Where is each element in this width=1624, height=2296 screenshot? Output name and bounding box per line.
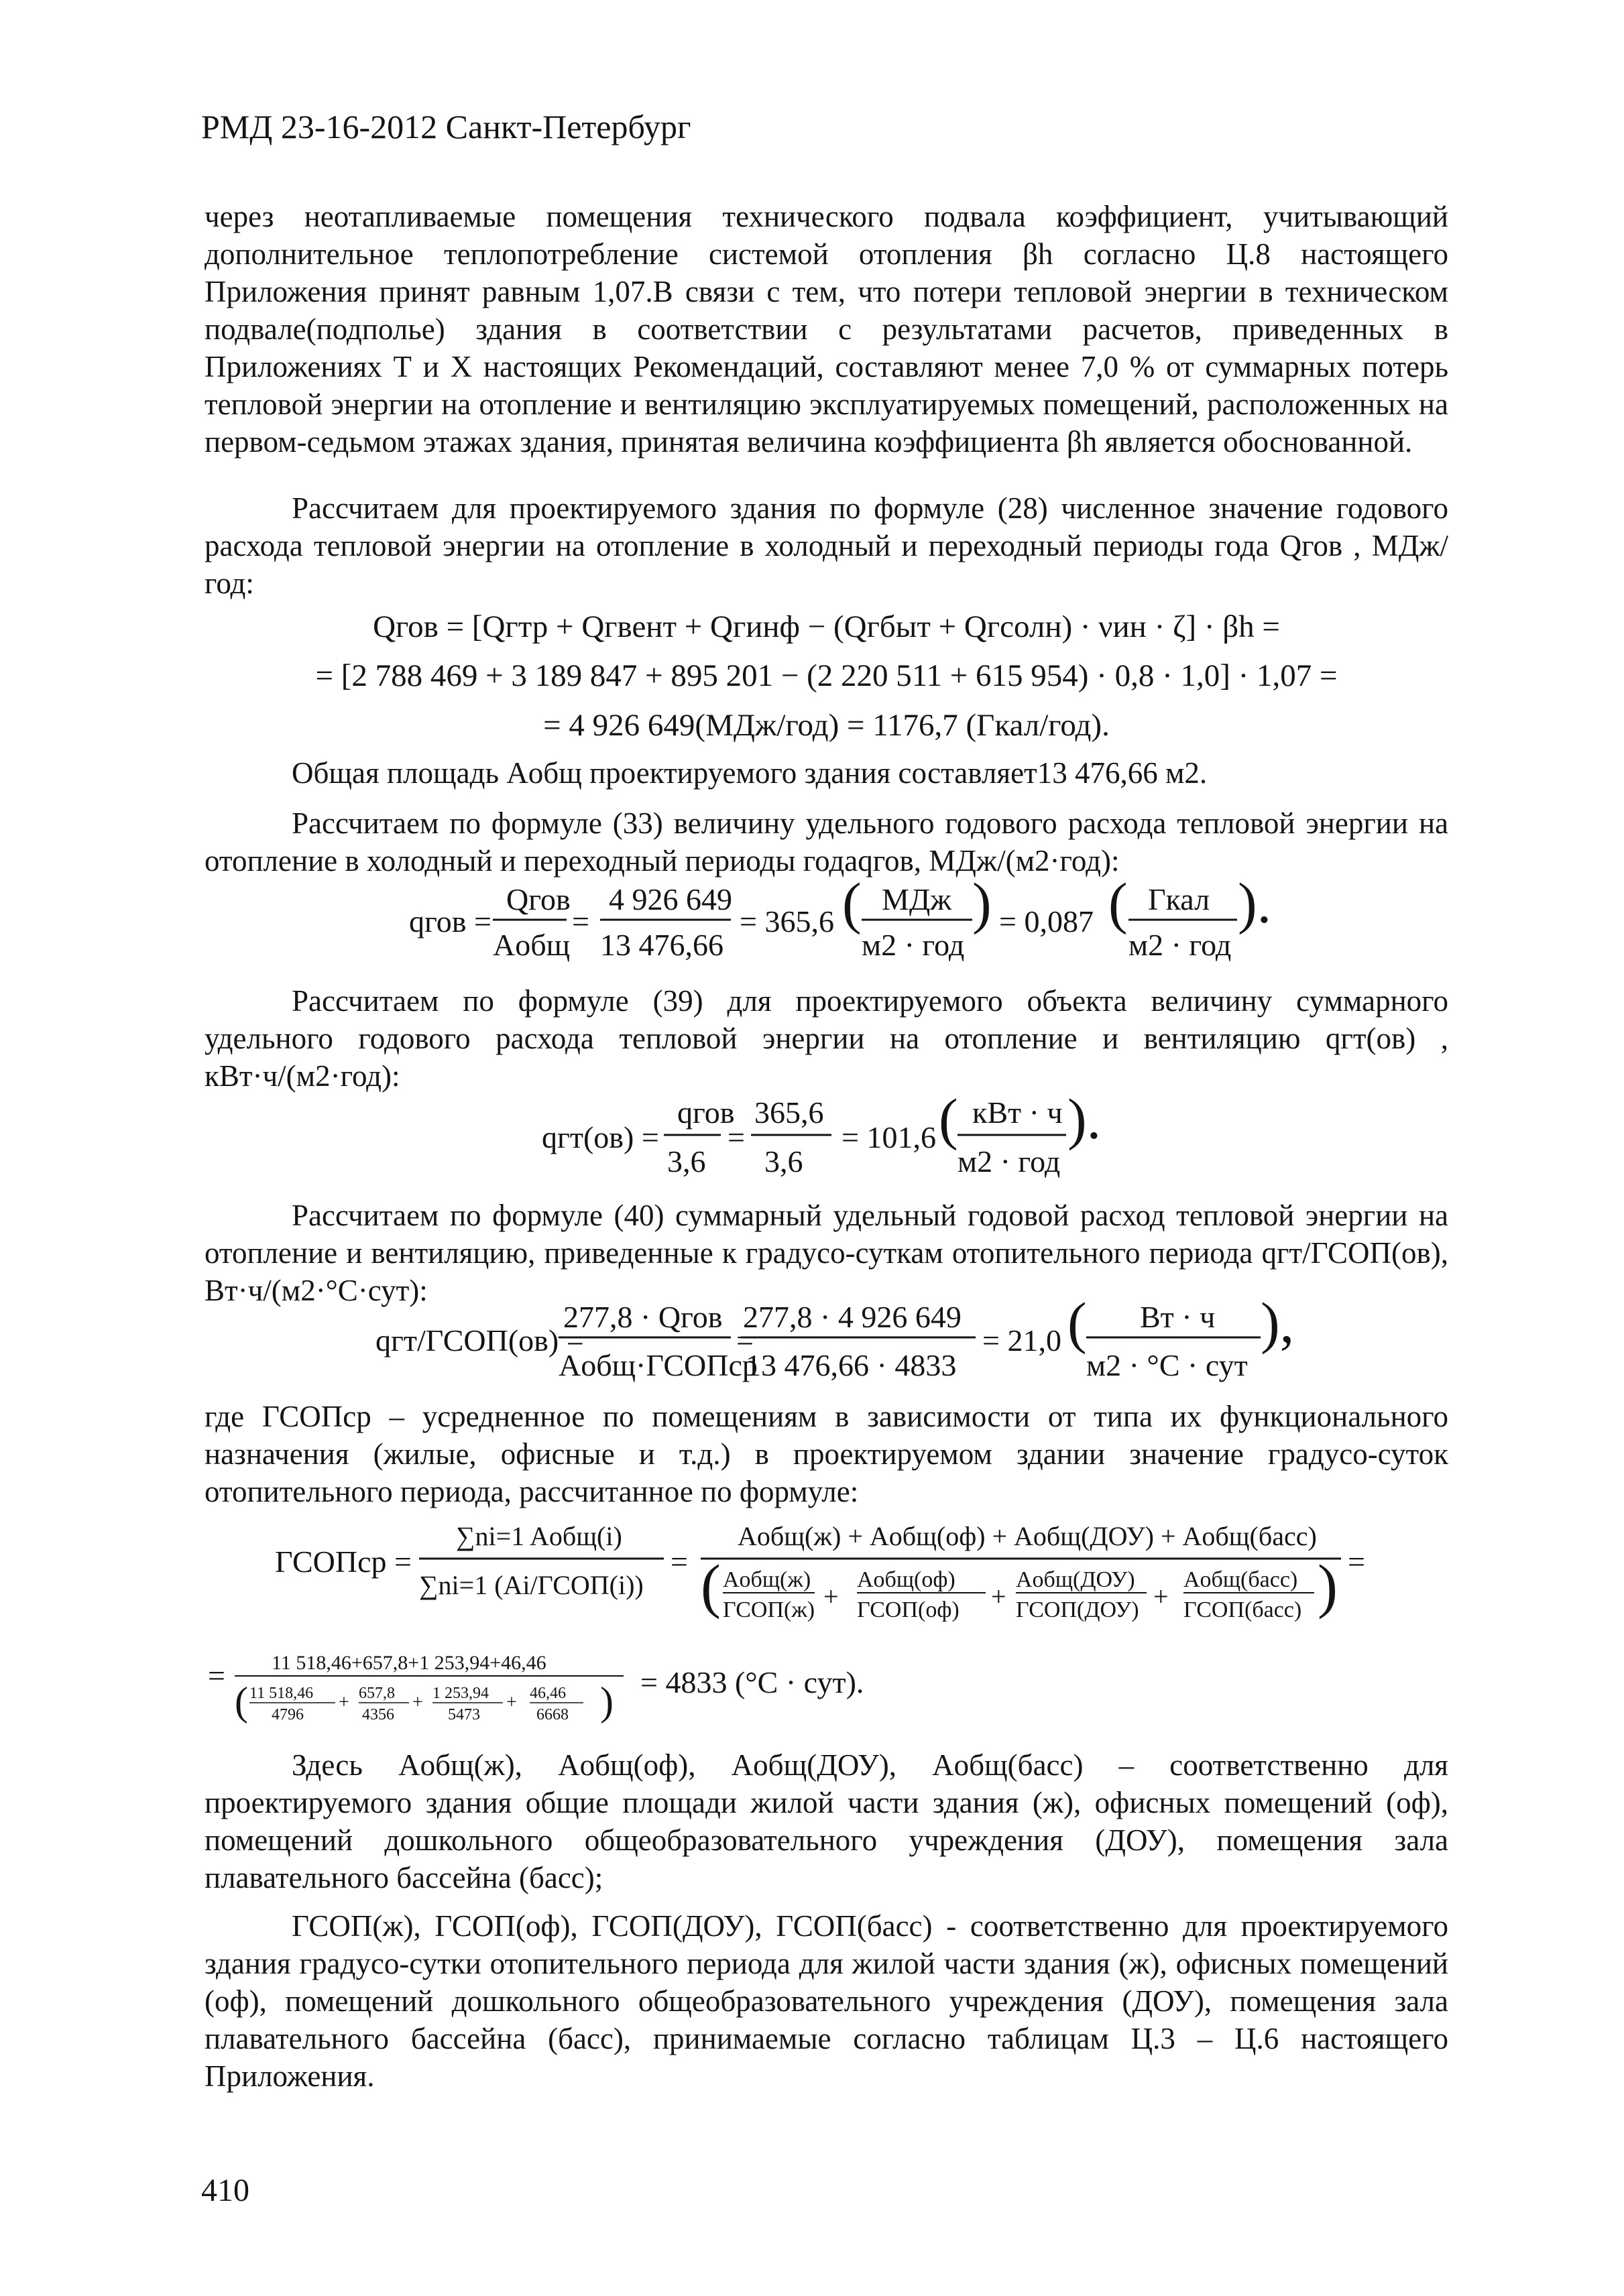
formula6-d-c: 1 253,94 <box>432 1685 489 1702</box>
formula2-lhs: qгов = <box>409 904 491 939</box>
formula2-res2: = 0,087 <box>999 904 1094 939</box>
formula5-den-d: Aобщ(басс) <box>1183 1567 1298 1592</box>
formula6-d-b-d: 4356 <box>362 1706 394 1724</box>
formula2-den1: Aобщ <box>493 928 571 962</box>
formula4-unit-num: Вт · ч <box>1140 1300 1216 1334</box>
formula4-num2: 277,8 · 4 926 649 <box>743 1300 962 1334</box>
svg-text:+: + <box>339 1692 349 1713</box>
svg-text:+: + <box>823 1581 839 1612</box>
formula2-num1: Qгов <box>506 882 571 916</box>
svg-text:(: ( <box>235 1679 248 1724</box>
paragraph-areas-explanation: Здесь Aобщ(ж), Aобщ(оф), Aобщ(ДОУ), Aобщ(басс) – соответственно для проектируемого здания общие площади жилой части здания (ж), офисных помещений (оф), помещений дошкольного общеобразовательного учреждения (ДОУ), помещения зала плавательного бассейна (басс); <box>205 1748 1448 1894</box>
formula6-res: = 4833 (°С · сут). <box>640 1665 864 1699</box>
svg-text:+: + <box>506 1692 517 1713</box>
formula2-unit2-den: м2 · год <box>1128 928 1232 962</box>
formula2-num2: 4 926 649 <box>609 882 732 916</box>
svg-text:): ) <box>1318 1553 1338 1620</box>
paragraph-total-area: Общая площадь Aобщ проектируемого здания составляет13 476,66 м2. <box>292 756 1208 790</box>
formula2-res1: = 365,6 <box>740 904 834 939</box>
formula5-den-b-d: ГСОП(оф) <box>857 1597 960 1622</box>
formula3-lhs: qгт(ов) = <box>542 1120 659 1154</box>
document-header: РМД 23-16-2012 Санкт-Петербург <box>201 108 691 145</box>
formula6-d-d: 46,46 <box>530 1685 566 1702</box>
formula2-den2: 13 476,66 <box>600 928 723 962</box>
formula3-unit-den: м2 · год <box>958 1144 1061 1179</box>
svg-text:=: = <box>208 1658 225 1693</box>
paragraph-gsop-definition: где ГСОПср – усредненное по помещениям в зависимости от типа их функционального назначения (жилые, офисные и т.д.) в проектируемом здании значение градусо-суток отопительного периода, рассчитанное по формуле: <box>205 1400 1448 1508</box>
paragraph-formula-33-intro: Рассчитаем по формуле (33) величину удельного годового расхода тепловой энергии на отопление в холодный и переходный периоды годаqгов, МДж/(м2·год): <box>205 806 1448 878</box>
formula2-unit1-den: м2 · год <box>862 928 965 962</box>
svg-text:(: ( <box>701 1553 721 1620</box>
svg-text:+: + <box>1153 1581 1169 1612</box>
svg-text:=: = <box>728 1120 745 1154</box>
formula2-unit2-num: Гкал <box>1148 882 1210 916</box>
svg-text:+: + <box>412 1692 423 1713</box>
formula5-lhs: ГСОПср = <box>275 1545 412 1579</box>
svg-text:(: ( <box>1067 1290 1087 1355</box>
formula4-res: = 21,0 <box>982 1323 1061 1357</box>
formula-annual-heat-line1: Qгов = [Qгтр + Qгвент + Qгинф − (Qгбыт + Qгсолн) · νин · ζ] · βh = <box>373 609 1280 644</box>
paragraph-gsop-explanation: ГСОП(ж), ГСОП(оф), ГСОП(ДОУ), ГСОП(басс) - соответственно для проектируемого здания градусо-сутки отопительного периода для жилой части здания (ж), офисных помещений (оф), помещений дошкольного общеобразовательного учреждения (ДОУ), помещения зала плавательного бассейна (басс), принимаемые согласно таблицам Ц.3 – Ц.6 настоящего Приложения. <box>205 1909 1448 2093</box>
formula5-den-d-d: ГСОП(басс) <box>1183 1597 1302 1622</box>
svg-text:=: = <box>1348 1545 1365 1579</box>
svg-text:),: ), <box>1261 1290 1295 1355</box>
svg-text:(: ( <box>842 871 862 935</box>
formula-annual-heat-line3: = 4 926 649(МДж/год) = 1176,7 (Гкал/год). <box>543 708 1110 743</box>
formula6-d-c-d: 5473 <box>448 1706 480 1724</box>
formula6-d-a: 11 518,46 <box>249 1685 314 1702</box>
svg-text:).: ). <box>1067 1087 1102 1151</box>
svg-text:(: ( <box>1108 871 1128 935</box>
svg-text:): ) <box>972 871 992 935</box>
formula6-d-a-d: 4796 <box>272 1706 304 1724</box>
formula5-den-a: Aобщ(ж) <box>723 1567 811 1592</box>
paragraph-formula-28-intro: Рассчитаем для проектируемого здания по формуле (28) численное значение годового расхода тепловой энергии на отопление в холодный и переходный периоды года Qгов , МДж/год: <box>205 491 1448 600</box>
formula4-den2: 13 476,66 · 4833 <box>746 1348 957 1382</box>
svg-text:=: = <box>572 904 589 939</box>
formula-annual-heat-line2: = [2 788 469 + 3 189 847 + 895 201 − (2 220 511 + 615 954) · 0,8 · 1,0] · 1,07 = <box>315 658 1338 693</box>
svg-text:): ) <box>600 1679 614 1724</box>
formula5-num2: Aобщ(ж) + Aобщ(оф) + Aобщ(ДОУ) + Aобщ(басс) <box>738 1521 1317 1551</box>
formula5-den1: ∑ni=1 (Ai/ГСОП(i)) <box>419 1570 644 1600</box>
svg-text:=: = <box>671 1545 688 1579</box>
formula4-unit-den: м2 · °С · сут <box>1086 1348 1248 1382</box>
svg-text:=: = <box>736 1323 754 1357</box>
formula5-num1: ∑ni=1 Aобщ(i) <box>456 1521 622 1551</box>
formula3-num2: 365,6 <box>754 1095 824 1130</box>
formula5-den-c-d: ГСОП(ДОУ) <box>1016 1597 1139 1622</box>
formula2-unit1-num: МДж <box>882 882 952 916</box>
formula6-d-d-d: 6668 <box>536 1706 569 1724</box>
formula5-den-b: Aобщ(оф) <box>857 1567 955 1592</box>
svg-text:(: ( <box>939 1087 958 1151</box>
formula5-den-c: Aобщ(ДОУ) <box>1016 1567 1135 1592</box>
formula3-unit-num: кВт · ч <box>972 1095 1063 1130</box>
formula4-lhs: qгт/ГСОП(ов) = <box>375 1323 584 1357</box>
paragraph-formula-40-intro: Рассчитаем по формуле (40) суммарный удельный годовой расход тепловой энергии на отопление и вентиляцию, приведенные к градусо-суткам отопительного периода qгт/ГСОП(ов), Вт·ч/(м2·°С·сут): <box>205 1199 1448 1307</box>
formula3-den2: 3,6 <box>764 1144 803 1179</box>
svg-text:).: ). <box>1238 871 1272 935</box>
formula3-den1: 3,6 <box>667 1144 706 1179</box>
formula6-num: 11 518,46+657,8+1 253,94+46,46 <box>272 1652 546 1674</box>
page-number: 410 <box>201 2173 249 2208</box>
formula5-den-a-d: ГСОП(ж) <box>723 1597 815 1622</box>
formula6-d-b: 657,8 <box>359 1685 395 1702</box>
formula3-res: = 101,6 <box>842 1120 936 1154</box>
formula3-num1: qгов <box>677 1095 735 1130</box>
paragraph-beta-coefficient: через неотапливаемые помещения технического подвала коэффициент, учитывающий дополнительное теплопотребление системой отопления βh согласно Ц.8 настоящего Приложения принят равным 1,07.В связи с тем, что потери тепловой энергии в техническом подвале(подполье) здания в соответствии с результатами расчетов, приведенных в Приложениях Т и Х настоящих Рекомендаций, составляют менее 7,0 % от суммарных потерь тепловой энергии на отопление и вентиляцию эксплуатируемых помещений, расположенных на первом-седьмом этажах здания, принятая величина коэффициента βh является обоснованной. <box>205 200 1448 459</box>
formula4-den1: Aобщ·ГСОПср <box>559 1348 758 1382</box>
paragraph-formula-39-intro: Рассчитаем по формуле (39) для проектируемого объекта величину суммарного удельного годового расхода тепловой энергии на отопление и вентиляцию qгт(ов) , кВт·ч/(м2·год): <box>205 984 1448 1093</box>
svg-text:+: + <box>991 1581 1006 1612</box>
formula4-num1: 277,8 · Qгов <box>563 1300 723 1334</box>
